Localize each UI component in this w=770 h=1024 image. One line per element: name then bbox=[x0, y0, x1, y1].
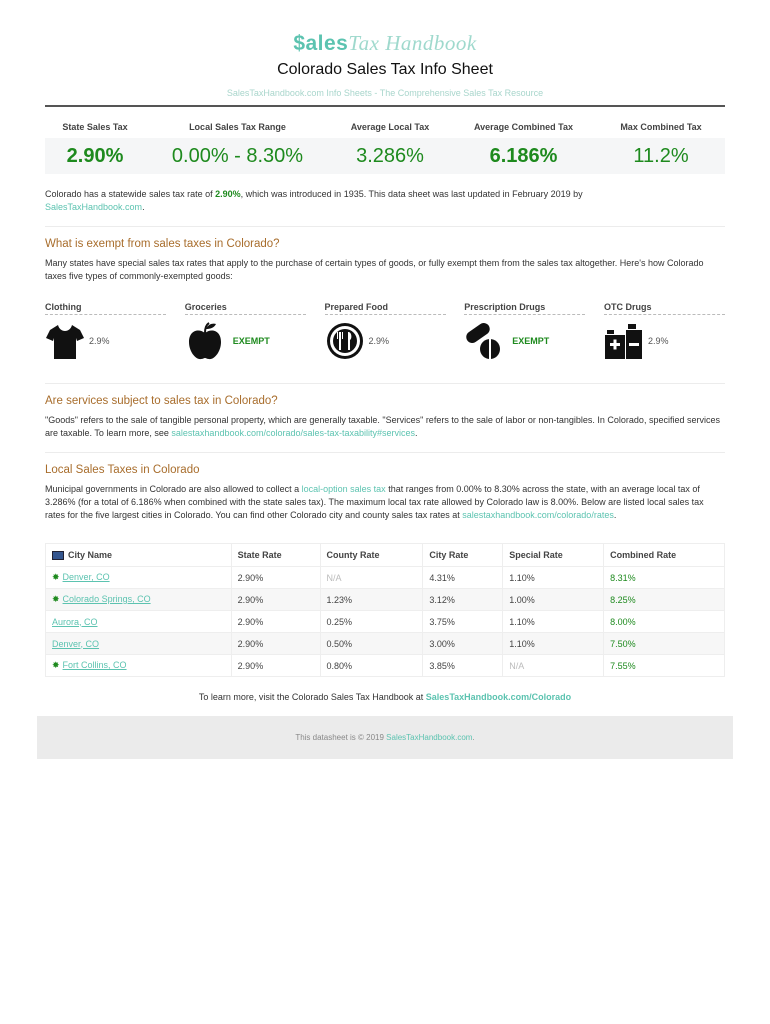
summary-head-state: State Sales Tax bbox=[62, 122, 128, 132]
combined-rate-cell: 8.31% bbox=[604, 567, 725, 589]
table-row bbox=[46, 633, 725, 655]
footer-text: This datasheet is © 2019 bbox=[295, 733, 387, 742]
local-text-2: that ranges from 0.00% to 8.30% across the state, with an average local tax of 3.286% (for a total of 6.186% when combined with the state sales tax). The maximum local tax rate allowed by Colorado law is 8.00%. Below are listed local sales tax rates for the five largest cities in Colorado. You can find other Colorado city and county sales tax rates at bbox=[45, 484, 704, 520]
table-header-row bbox=[46, 544, 725, 567]
city-cell bbox=[46, 633, 232, 655]
state-rate-cell: 2.90% bbox=[231, 633, 320, 655]
medicine-bottles-icon bbox=[604, 321, 644, 361]
city-rates-table bbox=[45, 543, 725, 677]
star-icon: ✸ bbox=[52, 660, 60, 670]
services-paragraph bbox=[45, 414, 725, 440]
table-row bbox=[46, 589, 725, 611]
footer-site-link[interactable]: SalesTaxHandbook.com bbox=[386, 733, 473, 742]
intro-text-1: Colorado has a statewide sales tax rate of bbox=[45, 189, 216, 199]
city-link[interactable]: Denver, CO bbox=[52, 638, 100, 649]
local-option-link[interactable]: local-option sales tax bbox=[301, 484, 386, 494]
services-text: "Goods" refers to the sale of tangible personal property, which are generally taxable. "Services" refers to the sale of labor or non-tangibles. In Colorado, specified services are taxable. To learn more, see bbox=[45, 415, 720, 438]
intro-paragraph bbox=[45, 188, 725, 214]
state-rate-cell: 2.90% bbox=[231, 655, 320, 677]
summary-value-avg-local: 3.286% bbox=[356, 145, 424, 167]
services-taxability-link[interactable]: salestaxhandbook.com/colorado/sales-tax-taxability#services bbox=[171, 428, 416, 438]
city-link[interactable]: Fort Collins, CO bbox=[62, 660, 127, 670]
page-title: Colorado Sales Tax Info Sheet bbox=[277, 61, 493, 78]
col-header-combined: Combined Rate bbox=[604, 544, 725, 567]
colorado-handbook-link[interactable]: SalesTaxHandbook.com/Colorado bbox=[425, 692, 572, 702]
special-rate-cell: N/A bbox=[503, 655, 604, 677]
exempt-heading: What is exempt from sales taxes in Colorado? bbox=[45, 238, 280, 250]
section-divider bbox=[45, 452, 725, 453]
exempt-item-label: Prescription Drugs bbox=[464, 302, 585, 315]
exempt-item-value: 2.9% bbox=[368, 336, 390, 346]
city-rate-cell: 3.00% bbox=[423, 633, 503, 655]
summary-head-max-combined: Max Combined Tax bbox=[620, 122, 702, 132]
special-rate-cell: 1.00% bbox=[503, 589, 604, 611]
services-heading: Are services subject to sales tax in Colorado? bbox=[45, 395, 278, 407]
county-rate-cell: 0.80% bbox=[320, 655, 423, 677]
table-row bbox=[46, 611, 725, 633]
footer bbox=[37, 716, 733, 759]
star-icon: ✸ bbox=[52, 594, 60, 604]
city-rate-cell: 3.75% bbox=[423, 611, 503, 633]
special-rate-cell: 1.10% bbox=[503, 567, 604, 589]
col-header-state: State Rate bbox=[231, 544, 320, 567]
exempt-item-value: EXEMPT bbox=[512, 336, 550, 346]
county-rate-cell: 0.25% bbox=[320, 611, 423, 633]
intro-site-link[interactable]: SalesTaxHandbook.com bbox=[45, 202, 143, 212]
county-rate-cell: 1.23% bbox=[320, 589, 423, 611]
table-row bbox=[46, 567, 725, 589]
site-logo[interactable] bbox=[0, 31, 770, 56]
star-icon: ✸ bbox=[52, 572, 60, 582]
header-divider bbox=[45, 105, 725, 107]
state-rate-cell: 2.90% bbox=[231, 567, 320, 589]
city-cell bbox=[46, 589, 232, 611]
combined-rate-cell: 8.25% bbox=[604, 589, 725, 611]
services-end: . bbox=[415, 428, 418, 438]
plate-icon bbox=[325, 321, 365, 361]
col-header-city-rate: City Rate bbox=[423, 544, 503, 567]
city-cell bbox=[46, 567, 232, 589]
city-link[interactable]: Colorado Springs, CO bbox=[62, 594, 151, 604]
summary-value-local-range: 0.00% - 8.30% bbox=[171, 145, 304, 167]
city-link[interactable]: Aurora, CO bbox=[52, 616, 98, 627]
summary-head-avg-local: Average Local Tax bbox=[350, 122, 430, 132]
exempt-item-value: EXEMPT bbox=[232, 336, 270, 346]
exempt-item-clothing bbox=[45, 302, 166, 361]
col-header-city bbox=[46, 544, 232, 567]
state-rate-cell: 2.90% bbox=[231, 589, 320, 611]
special-rate-cell: 1.10% bbox=[503, 633, 604, 655]
local-taxes-paragraph bbox=[45, 483, 725, 522]
exempt-item-label: OTC Drugs bbox=[604, 302, 725, 315]
county-rate-cell: N/A bbox=[320, 567, 423, 589]
city-link[interactable]: Denver, CO bbox=[62, 572, 110, 582]
city-rate-cell: 3.12% bbox=[423, 589, 503, 611]
logo-handbook-text: Tax Handbook bbox=[348, 31, 477, 55]
summary-value-avg-combined: 6.186% bbox=[489, 145, 558, 167]
section-divider bbox=[45, 226, 725, 227]
exempt-item-prescription-drugs bbox=[464, 302, 585, 361]
combined-rate-cell: 7.50% bbox=[604, 633, 725, 655]
summary-head-avg-combined: Average Combined Tax bbox=[473, 122, 574, 132]
exempt-goods-row bbox=[45, 302, 725, 361]
pills-icon bbox=[464, 321, 504, 361]
exempt-item-label: Clothing bbox=[45, 302, 166, 315]
footer-end: . bbox=[472, 733, 475, 742]
tax-summary bbox=[45, 118, 725, 174]
summary-value-state: 2.90% bbox=[66, 145, 124, 167]
col-header-special: Special Rate bbox=[503, 544, 604, 567]
state-rate-cell: 2.90% bbox=[231, 611, 320, 633]
intro-end: . bbox=[142, 202, 145, 212]
exempt-item-value: 2.9% bbox=[648, 336, 669, 346]
combined-rate-cell: 8.00% bbox=[604, 611, 725, 633]
local-taxes-heading: Local Sales Taxes in Colorado bbox=[45, 464, 200, 476]
intro-text-2: , which was introduced in 1935. This data sheet was last updated in February 2019 by bbox=[240, 189, 583, 199]
city-cell bbox=[46, 611, 232, 633]
exempt-item-label: Prepared Food bbox=[325, 302, 446, 315]
col-header-county: County Rate bbox=[320, 544, 423, 567]
exempt-paragraph: Many states have special sales tax rates that apply to the purchase of certain types of goods, or fully exempt them from the sales tax altogether. Here's how Colorado taxes five types of commonly-exempted goods: bbox=[45, 258, 704, 281]
exempt-item-label: Groceries bbox=[185, 302, 306, 315]
table-row bbox=[46, 655, 725, 677]
city-cell bbox=[46, 655, 232, 677]
exempt-item-value: 2.9% bbox=[89, 336, 110, 346]
section-divider bbox=[45, 383, 725, 384]
intro-state-rate: 2.90% bbox=[215, 189, 241, 199]
shirt-icon bbox=[45, 321, 85, 361]
local-end: . bbox=[613, 510, 617, 520]
exempt-item-otc-drugs bbox=[604, 302, 725, 361]
special-rate-cell: 1.10% bbox=[503, 611, 604, 633]
exempt-item-groceries bbox=[185, 302, 306, 361]
summary-value-max-combined: 11.2% bbox=[633, 145, 689, 167]
city-rate-cell: 4.31% bbox=[423, 567, 503, 589]
learn-more-text: To learn more, visit the Colorado Sales Tax Handbook at bbox=[198, 692, 426, 702]
summary-head-local-range: Local Sales Tax Range bbox=[189, 122, 286, 132]
exempt-item-prepared-food bbox=[325, 302, 446, 361]
local-text-1: Municipal governments in Colorado are also allowed to collect a bbox=[45, 484, 302, 494]
page-subtitle: SalesTaxHandbook.com Info Sheets - The Comprehensive Sales Tax Resource bbox=[226, 88, 544, 98]
learn-more-line bbox=[0, 692, 770, 702]
flag-icon bbox=[52, 551, 64, 560]
apple-icon bbox=[185, 321, 225, 361]
colorado-rates-link[interactable]: salestaxhandbook.com/colorado/rates bbox=[462, 510, 614, 520]
city-rate-cell: 3.85% bbox=[423, 655, 503, 677]
county-rate-cell: 0.50% bbox=[320, 633, 423, 655]
logo-sales-text: $ales bbox=[293, 32, 349, 55]
combined-rate-cell: 7.55% bbox=[604, 655, 725, 677]
col-header-city-label: City Name bbox=[68, 549, 113, 560]
